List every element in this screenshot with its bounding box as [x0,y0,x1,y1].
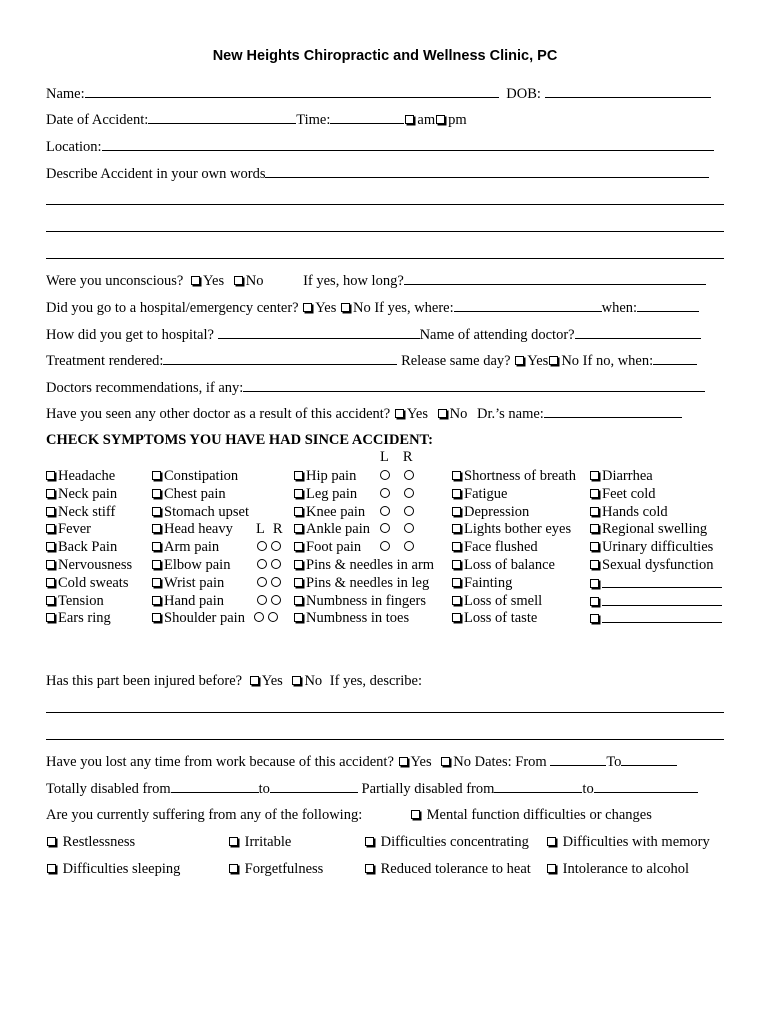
left-right-radios [378,538,416,556]
symptom-checkbox[interactable] [152,560,161,569]
left-label: L [380,449,389,465]
unconscious-row [46,271,706,290]
symptom-checkbox[interactable] [46,471,55,480]
form-title: New Heights Chiropractic and Wellness Clinic, PC [212,48,558,64]
symptom-label: Numbness in fingers [306,592,427,609]
symptom-item [46,609,111,627]
left-side-radio[interactable] [254,612,264,622]
symptom-checkbox[interactable] [294,578,303,587]
partially-to-field[interactable] [594,779,698,793]
left-right-radios [255,538,283,556]
symptom-checkbox[interactable] [294,613,303,622]
symptom-checkbox[interactable] [294,560,303,569]
other-doctor-row [46,404,682,423]
mental-function-checkbox[interactable] [411,810,420,819]
hospital-label: Did you go to a hospital/emergency center? [46,300,299,316]
symptom-checkbox[interactable] [590,507,599,516]
symptom-label: Loss of smell [464,592,543,609]
location-row [46,137,714,156]
symptom-label: Fever [58,521,92,538]
symptom-label: Ears ring [58,610,111,627]
injury-describe-line[interactable] [46,712,724,713]
name-field[interactable] [85,84,499,98]
am-checkbox[interactable] [405,115,414,124]
totally-from-field[interactable] [171,779,259,793]
symptom-item [294,574,429,592]
symptom-item [452,592,542,610]
symptom-label: Arm pain [164,539,220,556]
symptom-checkbox[interactable] [294,489,303,498]
symptom-item [152,485,226,503]
condition-label: Difficulties concentrating [380,834,529,850]
condition-checkbox[interactable] [365,864,374,873]
right-side-radio[interactable] [404,523,414,533]
right-label: R [272,521,283,538]
symptom-item [452,609,537,627]
right-side-radio[interactable] [271,577,281,587]
symptom-label: Back Pain [58,539,118,556]
symptom-item [452,538,538,556]
symptom-checkbox[interactable] [590,542,599,551]
if-yes-describe-label: If yes, describe: [329,673,422,689]
symptom-item [152,556,230,574]
name-label: Name: [46,86,85,102]
no-label: No [561,353,580,369]
symptom-checkbox[interactable] [590,524,599,533]
unconscious-no-checkbox[interactable] [234,276,243,285]
no-label: No [352,300,371,316]
treatment-label: Treatment rendered: [46,353,164,369]
symptom-label: Ankle pain [306,521,371,538]
left-right-radios [255,574,283,592]
symptom-checkbox[interactable] [152,596,161,605]
release-label: Release same day? [401,353,511,369]
lost-time-no-checkbox[interactable] [441,757,450,766]
symptom-checkbox[interactable] [46,560,55,569]
symptom-item [590,503,668,521]
symptom-item [152,467,238,485]
symptom-item [46,556,132,574]
symptom-label: Wrist pain [164,574,225,591]
dr-name-field[interactable] [544,404,682,418]
symptom-label: Foot pain [306,539,362,556]
lost-time-row [46,752,677,771]
symptom-checkbox[interactable] [590,597,599,606]
dob-field[interactable] [545,84,711,98]
symptom-item [152,609,245,627]
symptoms-heading: CHECK SYMPTOMS YOU HAVE HAD SINCE ACCIDENT: [46,432,433,448]
when-field[interactable] [637,298,699,312]
condition-checkbox[interactable] [47,864,56,873]
recommendations-label: Doctors recommendations, if any: [46,380,244,396]
symptom-item [590,609,722,628]
symptom-item [452,485,508,503]
location-label: Location: [46,139,102,155]
other-doctor-yes-checkbox[interactable] [395,409,404,418]
left-side-radio[interactable] [257,577,267,587]
symptom-label: Regional swelling [602,521,708,538]
yes-label: Yes [410,754,432,770]
symptom-item [46,574,128,592]
how-long-field[interactable] [404,271,706,285]
symptom-label: Headache [58,468,116,484]
disabled-row [46,779,698,798]
symptom-item [46,503,115,521]
condition-item [46,860,180,878]
recommendations-row [46,378,705,397]
describe-row [46,164,709,183]
symptom-item [46,520,91,538]
hospital-no-checkbox[interactable] [341,303,350,312]
right-side-radio[interactable] [404,506,414,516]
condition-label: Difficulties with memory [562,834,710,850]
symptom-checkbox[interactable] [452,489,461,498]
symptom-item [46,592,104,610]
symptom-item [46,538,117,556]
symptom-item [294,467,356,485]
other-symptom-field[interactable] [602,609,722,623]
yes-label: Yes [527,353,549,369]
injury-describe-line[interactable] [46,739,724,740]
condition-item [546,833,710,851]
attending-doctor-label: Name of attending doctor? [419,327,575,343]
symptom-item [152,538,219,556]
describe-field[interactable] [265,164,709,178]
right-side-radio[interactable] [271,541,281,551]
left-side-radio[interactable] [257,595,267,605]
symptom-checkbox[interactable] [452,613,461,622]
hospital-yes-checkbox[interactable] [303,303,312,312]
symptom-checkbox[interactable] [452,524,461,533]
right-side-radio[interactable] [271,595,281,605]
unconscious-yes-checkbox[interactable] [191,276,200,285]
release-yes-checkbox[interactable] [515,356,524,365]
suffering-row [46,806,362,824]
to-label: To [606,754,622,770]
pm-label: pm [448,112,467,128]
location-field[interactable] [102,137,714,151]
symptom-checkbox[interactable] [590,579,599,588]
symptom-item [452,556,555,574]
symptom-label: Lights bother eyes [464,521,572,538]
right-side-radio[interactable] [268,612,278,622]
symptom-checkbox[interactable] [294,471,303,480]
describe-line[interactable] [46,258,724,259]
symptom-checkbox[interactable] [46,613,55,622]
yes-label: Yes [406,406,428,422]
symptom-item [452,574,512,592]
symptom-checkbox[interactable] [46,489,55,498]
symptom-label: Head heavy [164,521,233,538]
symptom-checkbox[interactable] [452,578,461,587]
symptom-checkbox[interactable] [294,524,303,533]
partially-from-field[interactable] [494,779,582,793]
treatment-row [46,351,697,370]
symptom-item [46,467,115,485]
symptom-checkbox[interactable] [452,471,461,480]
condition-label: Difficulties sleeping [62,861,181,877]
condition-label: Restlessness [62,834,136,850]
no-label: No [449,406,468,422]
left-side-radio[interactable] [257,541,267,551]
right-side-radio[interactable] [271,559,281,569]
am-label: am [417,112,436,128]
condition-checkbox[interactable] [365,837,374,846]
symptom-checkbox[interactable] [452,560,461,569]
symptom-checkbox[interactable] [452,596,461,605]
left-side-radio[interactable] [380,470,390,480]
yes-label: Yes [261,673,283,689]
if-no-when-label: If no, when: [582,353,654,369]
symptom-checkbox[interactable] [152,524,161,533]
unconscious-label: Were you unconscious? [46,273,184,289]
symptom-label: Constipation [164,468,239,484]
condition-label: Intolerance to alcohol [562,861,690,877]
symptom-label: Pins & needles in arm [306,557,435,573]
get-to-hospital-row [46,325,701,344]
symptom-label: Elbow pain [164,557,231,573]
other-doctor-no-checkbox[interactable] [438,409,447,418]
symptom-item [294,556,434,574]
condition-checkbox[interactable] [229,864,238,873]
symptom-label: Chest pain [164,485,226,502]
date-of-accident-label: Date of Accident: [46,112,149,128]
totally-to-field[interactable] [270,779,358,793]
symptom-checkbox[interactable] [152,613,161,622]
no-label: No [453,754,471,770]
symptom-item [152,503,249,521]
symptom-checkbox[interactable] [152,578,161,587]
symptom-checkbox[interactable] [294,596,303,605]
symptom-checkbox[interactable] [46,578,55,587]
symptom-checkbox[interactable] [152,471,161,480]
dates-from-label: Dates: From [474,754,547,770]
left-side-radio[interactable] [257,559,267,569]
symptom-checkbox[interactable] [46,524,55,533]
condition-label: Irritable [244,834,292,850]
right-side-radio[interactable] [404,541,414,551]
dates-to-field[interactable] [621,752,677,766]
condition-checkbox[interactable] [47,837,56,846]
left-side-radio[interactable] [380,488,390,498]
release-no-checkbox[interactable] [549,356,558,365]
symptom-checkbox[interactable] [590,560,599,569]
symptom-item [152,574,224,592]
to-label: to [582,781,594,797]
condition-item [228,833,291,851]
symptom-label: Hands cold [602,503,668,520]
how-long-label: If yes, how long? [303,273,404,289]
totally-disabled-label: Totally disabled from [46,781,171,797]
other-symptom-field[interactable] [602,592,722,606]
symptom-checkbox[interactable] [46,542,55,551]
symptom-label: Shoulder pain [164,610,245,627]
symptom-label: Face flushed [464,539,538,556]
describe-line[interactable] [46,231,724,232]
right-side-radio[interactable] [404,470,414,480]
injured-no-checkbox[interactable] [292,676,301,685]
symptom-item [590,574,722,593]
where-label: If yes, where: [374,300,454,316]
lr-subheader [256,520,283,538]
left-right-radios [378,485,416,503]
symptom-label: Shortness of breath [464,468,576,484]
left-right-radios [255,592,283,610]
accident-date-row [46,110,467,129]
symptom-checkbox[interactable] [152,489,161,498]
partially-disabled-label: Partially disabled from [361,781,495,797]
symptom-item [452,467,576,485]
symptom-item [152,592,224,610]
left-right-radios [378,520,416,538]
symptom-item [152,520,233,538]
symptom-checkbox[interactable] [152,507,161,516]
symptom-item [590,467,653,485]
name-row [46,84,711,103]
symptom-label: Urinary difficulties [602,539,714,556]
pm-checkbox[interactable] [436,115,445,124]
symptom-label: Loss of taste [464,610,538,627]
symptom-checkbox[interactable] [452,542,461,551]
symptom-checkbox[interactable] [590,471,599,480]
left-right-radios [252,609,280,627]
other-doctor-label: Have you seen any other doctor as a result of this accident? [46,406,391,422]
symptom-label: Hand pain [164,592,224,609]
injured-before-row [46,672,422,690]
yes-label: Yes [315,300,337,316]
symptom-label: Cold sweats [58,574,129,591]
condition-checkbox[interactable] [547,837,556,846]
symptom-item [294,503,365,521]
symptom-label: Leg pain [306,485,358,502]
symptom-item [590,485,656,503]
left-right-radios [378,503,416,521]
attending-doctor-field[interactable] [575,325,701,339]
symptom-label: Neck stiff [58,503,116,520]
mental-function-item [410,806,652,824]
symptom-label: Pins & needles in leg [306,574,430,591]
symptom-item [590,520,707,538]
symptom-item [452,503,529,521]
injured-yes-checkbox[interactable] [250,676,259,685]
symptom-label: Nervousness [58,557,133,573]
symptom-checkbox[interactable] [46,596,55,605]
symptom-checkbox[interactable] [152,542,161,551]
no-label: No [245,273,264,289]
symptom-checkbox[interactable] [590,614,599,623]
left-label: L [256,521,265,538]
left-right-radios [378,467,416,485]
left-side-radio[interactable] [380,523,390,533]
symptom-item [452,520,571,538]
symptom-label: Diarrhea [602,468,653,484]
symptom-checkbox[interactable] [590,489,599,498]
symptom-item [46,485,117,503]
yes-label: Yes [202,273,225,289]
no-label: No [304,673,323,689]
injured-before-label: Has this part been injured before? [46,673,243,689]
symptom-checkbox[interactable] [46,507,55,516]
get-to-hospital-field[interactable] [218,325,420,339]
suffering-label: Are you currently suffering from any of the following: [46,807,363,823]
symptom-item [294,485,357,503]
dr-name-label: Dr.’s name: [476,406,544,422]
symptom-checkbox[interactable] [452,507,461,516]
if-no-when-field[interactable] [653,351,697,365]
symptom-label: Fainting [464,574,513,591]
mental-function-label: Mental function difficulties or changes [426,807,652,823]
time-label: Time: [296,112,331,128]
symptom-checkbox[interactable] [294,507,303,516]
dob-label: DOB: [506,86,541,102]
condition-label: Forgetfulness [244,861,324,877]
symptom-label: Depression [464,503,530,520]
symptom-label: Sexual dysfunction [602,557,714,573]
where-field[interactable] [454,298,602,312]
lost-time-yes-checkbox[interactable] [399,757,408,766]
right-side-radio[interactable] [404,488,414,498]
condition-item [364,833,529,851]
symptom-label: Numbness in toes [306,610,410,627]
symptom-label: Neck pain [58,485,118,502]
symptom-item [294,592,426,610]
symptom-label: Loss of balance [464,557,555,573]
symptom-checkbox[interactable] [294,542,303,551]
right-label: R [402,449,413,465]
treatment-field[interactable] [163,351,397,365]
symptom-item [294,520,370,538]
condition-item [546,860,689,878]
describe-line[interactable] [46,204,724,205]
recommendations-field[interactable] [243,378,705,392]
left-right-radios [255,556,283,574]
condition-checkbox[interactable] [229,837,238,846]
condition-checkbox[interactable] [547,864,556,873]
symptom-label: Hip pain [306,468,357,484]
symptom-item [294,609,409,627]
time-field[interactable] [330,110,404,124]
condition-item [46,833,135,851]
other-symptom-field[interactable] [602,574,722,588]
symptom-item [590,538,713,556]
condition-item [228,860,323,878]
dates-from-field[interactable] [550,752,606,766]
when-label: when: [601,300,638,316]
lost-time-label: Have you lost any time from work because of this accident? [46,754,394,770]
symptom-item [590,556,714,574]
symptom-item [294,538,361,556]
symptom-label: Fatigue [464,485,508,502]
left-side-radio[interactable] [380,541,390,551]
to-label: to [258,781,270,797]
symptom-item [590,592,722,611]
symptom-label: Feet cold [602,485,656,502]
get-to-hospital-label: How did you get to hospital? [46,327,214,343]
condition-item [364,860,531,878]
symptom-label: Stomach upset [164,503,249,520]
lr-header [380,448,413,466]
symptom-label: Tension [58,592,104,609]
describe-label: Describe Accident in your own words [46,166,266,182]
date-of-accident-field[interactable] [148,110,296,124]
hospital-row [46,298,699,317]
symptom-label: Knee pain [306,503,366,520]
left-side-radio[interactable] [380,506,390,516]
condition-label: Reduced tolerance to heat [380,861,531,877]
